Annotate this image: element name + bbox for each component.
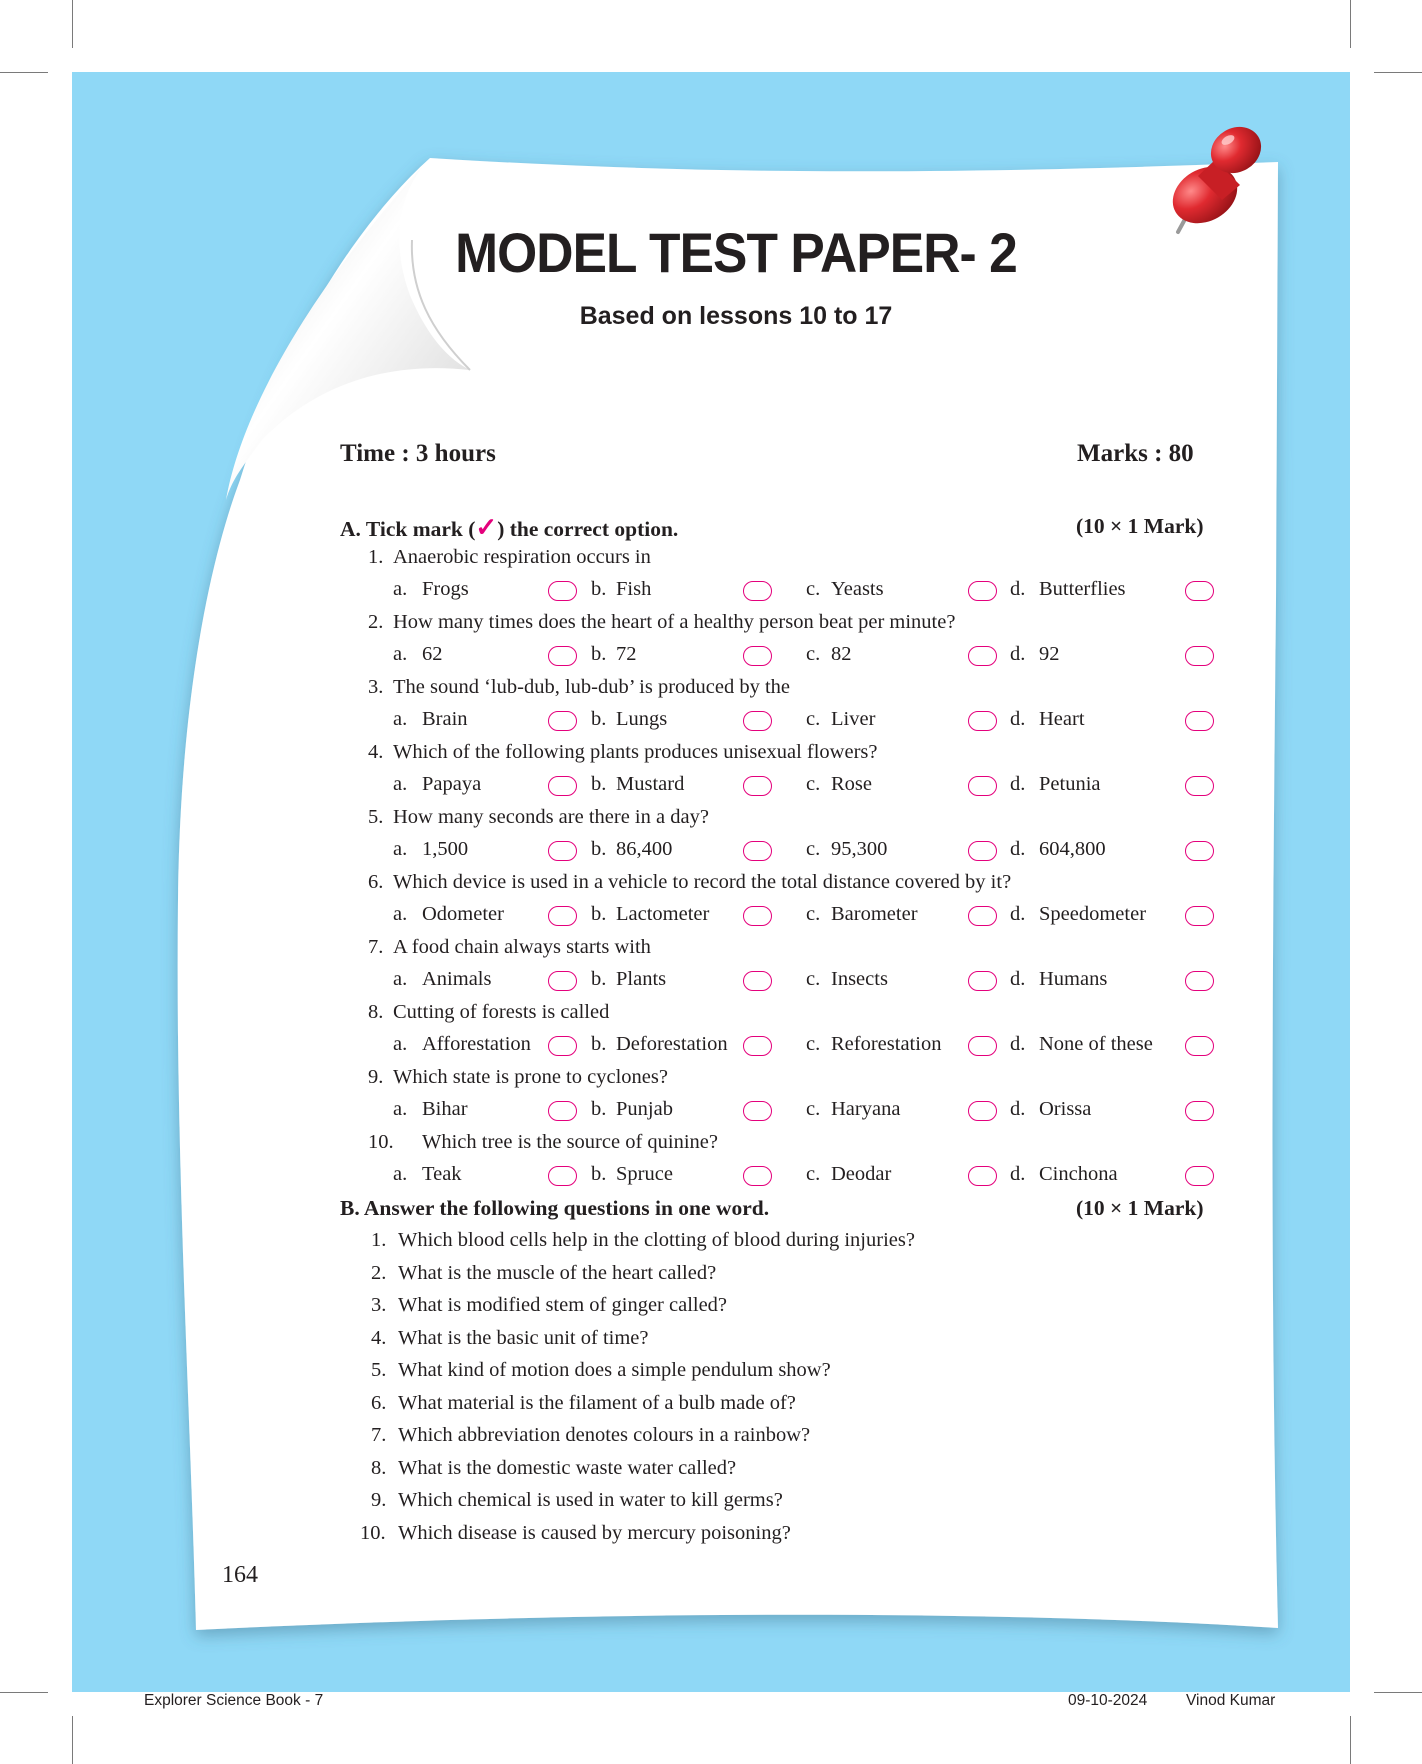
option-letter: c. bbox=[806, 773, 821, 795]
option-letter: c. bbox=[806, 1098, 821, 1120]
option-text: Teak bbox=[422, 1163, 462, 1185]
answer-checkbox[interactable] bbox=[1185, 581, 1214, 601]
footer-book: Explorer Science Book - 7 bbox=[144, 1692, 324, 1709]
question-number: 3. bbox=[371, 1294, 387, 1316]
option-text: Brain bbox=[422, 708, 468, 730]
question-number: 6. bbox=[371, 1392, 387, 1414]
option-text: Lungs bbox=[616, 708, 668, 730]
option-letter: c. bbox=[806, 1163, 821, 1185]
option-letter: c. bbox=[806, 578, 821, 600]
option-text: Insects bbox=[831, 968, 888, 990]
option-letter: d. bbox=[1010, 1163, 1026, 1185]
option-letter: b. bbox=[591, 643, 607, 665]
question-text: A food chain always starts with bbox=[393, 936, 651, 958]
answer-checkbox[interactable] bbox=[968, 1166, 997, 1186]
option-letter: c. bbox=[806, 968, 821, 990]
option-letter: d. bbox=[1010, 578, 1026, 600]
section-a-marks: (10 × 1 Mark) bbox=[1076, 514, 1204, 538]
answer-checkbox[interactable] bbox=[968, 1101, 997, 1121]
option-text: Odometer bbox=[422, 903, 504, 925]
option-text: 1,500 bbox=[422, 838, 469, 860]
answer-checkbox[interactable] bbox=[968, 841, 997, 861]
page-subtitle: Based on lessons 10 to 17 bbox=[579, 302, 893, 330]
question-text: Cutting of forests is called bbox=[393, 1001, 610, 1023]
question-number: 7. bbox=[371, 1424, 387, 1446]
question-number: 10. bbox=[368, 1131, 394, 1153]
question-text: What material is the filament of a bulb made of? bbox=[398, 1392, 796, 1414]
option-text: Liver bbox=[831, 708, 876, 730]
answer-checkbox[interactable] bbox=[548, 906, 577, 926]
option-text: Bihar bbox=[422, 1098, 468, 1120]
option-text: Spruce bbox=[616, 1163, 673, 1185]
question-text: The sound ‘lub-dub, lub-dub’ is produced by the bbox=[393, 676, 791, 698]
answer-checkbox[interactable] bbox=[743, 646, 772, 666]
answer-checkbox[interactable] bbox=[1185, 1101, 1214, 1121]
answer-checkbox[interactable] bbox=[968, 776, 997, 796]
answer-checkbox[interactable] bbox=[1185, 1036, 1214, 1056]
question-text: What kind of motion does a simple pendulum show? bbox=[398, 1359, 831, 1381]
option-text: Rose bbox=[831, 773, 872, 795]
option-text: Butterflies bbox=[1039, 578, 1126, 600]
question-number: 2. bbox=[368, 611, 384, 633]
footer-date: 09-10-2024 bbox=[1068, 1692, 1148, 1709]
option-text: Lactometer bbox=[616, 903, 710, 925]
option-letter: d. bbox=[1010, 838, 1026, 860]
question-text: What is modified stem of ginger called? bbox=[398, 1294, 728, 1316]
marks-label: Marks : 80 bbox=[1077, 440, 1194, 467]
question-text: How many times does the heart of a healthy person beat per minute? bbox=[393, 611, 956, 633]
option-letter: b. bbox=[591, 838, 607, 860]
answer-checkbox[interactable] bbox=[1185, 711, 1214, 731]
question-text: Anaerobic respiration occurs in bbox=[393, 546, 651, 568]
page-title: MODEL TEST PAPER- 2 bbox=[455, 221, 1017, 284]
answer-checkbox[interactable] bbox=[1185, 971, 1214, 991]
answer-checkbox[interactable] bbox=[1185, 841, 1214, 861]
answer-checkbox[interactable] bbox=[548, 581, 577, 601]
option-letter: d. bbox=[1010, 643, 1026, 665]
answer-checkbox[interactable] bbox=[548, 1036, 577, 1056]
option-text: 72 bbox=[616, 643, 637, 665]
question-number: 6. bbox=[368, 871, 384, 893]
option-text: None of these bbox=[1039, 1033, 1153, 1055]
section-a-heading bbox=[340, 513, 678, 543]
option-text: Humans bbox=[1039, 968, 1108, 990]
question-number: 3. bbox=[368, 676, 384, 698]
answer-checkbox[interactable] bbox=[968, 646, 997, 666]
option-text: Deforestation bbox=[616, 1033, 728, 1055]
option-letter: c. bbox=[806, 643, 821, 665]
option-text: Mustard bbox=[616, 773, 685, 795]
question-text: Which chemical is used in water to kill germs? bbox=[398, 1489, 783, 1511]
option-text: Cinchona bbox=[1039, 1163, 1118, 1185]
option-text: Papaya bbox=[422, 773, 482, 795]
answer-checkbox[interactable] bbox=[743, 906, 772, 926]
option-text: Haryana bbox=[831, 1098, 901, 1120]
option-text: Speedometer bbox=[1039, 903, 1147, 925]
option-text: Orissa bbox=[1039, 1098, 1092, 1120]
question-number: 8. bbox=[371, 1457, 387, 1479]
answer-checkbox[interactable] bbox=[743, 1036, 772, 1056]
option-letter: a. bbox=[393, 1163, 408, 1185]
question-text: How many seconds are there in a day? bbox=[393, 806, 709, 828]
answer-checkbox[interactable] bbox=[548, 1101, 577, 1121]
tick-mark-icon: ✓ bbox=[475, 513, 498, 542]
option-letter: b. bbox=[591, 968, 607, 990]
option-letter: a. bbox=[393, 968, 408, 990]
option-text: Afforestation bbox=[422, 1033, 531, 1055]
option-text: Yeasts bbox=[831, 578, 884, 600]
option-letter: d. bbox=[1010, 773, 1026, 795]
option-text: Plants bbox=[616, 968, 667, 990]
option-letter: b. bbox=[591, 1163, 607, 1185]
option-letter: c. bbox=[806, 1033, 821, 1055]
option-text: 82 bbox=[831, 643, 852, 665]
answer-checkbox[interactable] bbox=[743, 971, 772, 991]
question-text: What is the basic unit of time? bbox=[398, 1327, 649, 1349]
question-text: Which abbreviation denotes colours in a rainbow? bbox=[398, 1424, 811, 1446]
answer-checkbox[interactable] bbox=[548, 646, 577, 666]
answer-checkbox[interactable] bbox=[548, 776, 577, 796]
option-text: 62 bbox=[422, 643, 443, 665]
option-text: Barometer bbox=[831, 903, 918, 925]
answer-checkbox[interactable] bbox=[1185, 776, 1214, 796]
option-letter: a. bbox=[393, 838, 408, 860]
answer-checkbox[interactable] bbox=[968, 906, 997, 926]
answer-checkbox[interactable] bbox=[548, 711, 577, 731]
option-text: Petunia bbox=[1039, 773, 1101, 795]
section-b-marks: (10 × 1 Mark) bbox=[1076, 1196, 1204, 1220]
question-number: 10. bbox=[360, 1522, 386, 1544]
section-a-label: A. Tick mark ( bbox=[340, 517, 476, 541]
option-text: Heart bbox=[1039, 708, 1085, 730]
question-number: 5. bbox=[368, 806, 384, 828]
option-text: Punjab bbox=[616, 1098, 673, 1120]
answer-checkbox[interactable] bbox=[1185, 906, 1214, 926]
option-letter: a. bbox=[393, 578, 408, 600]
question-number: 4. bbox=[368, 741, 384, 763]
question-text: Which state is prone to cyclones? bbox=[393, 1066, 668, 1088]
option-letter: c. bbox=[806, 708, 821, 730]
answer-checkbox[interactable] bbox=[548, 841, 577, 861]
answer-checkbox[interactable] bbox=[743, 841, 772, 861]
option-letter: a. bbox=[393, 773, 408, 795]
question-text: Which tree is the source of quinine? bbox=[422, 1131, 718, 1153]
answer-checkbox[interactable] bbox=[968, 711, 997, 731]
question-number: 2. bbox=[371, 1262, 387, 1284]
option-text: Animals bbox=[422, 968, 492, 990]
option-text: Fish bbox=[616, 578, 652, 600]
question-number: 5. bbox=[371, 1359, 387, 1381]
option-letter: b. bbox=[591, 773, 607, 795]
time-label: Time : 3 hours bbox=[340, 440, 496, 467]
option-letter: c. bbox=[806, 903, 821, 925]
question-number: 1. bbox=[368, 546, 384, 568]
option-text: Reforestation bbox=[831, 1033, 942, 1055]
question-number: 8. bbox=[368, 1001, 384, 1023]
option-letter: d. bbox=[1010, 1033, 1026, 1055]
option-letter: b. bbox=[591, 1033, 607, 1055]
question-number: 7. bbox=[368, 936, 384, 958]
option-letter: a. bbox=[393, 643, 408, 665]
question-text: Which of the following plants produces unisexual flowers? bbox=[393, 741, 878, 763]
option-text: 95,300 bbox=[831, 838, 888, 860]
answer-checkbox[interactable] bbox=[1185, 646, 1214, 666]
option-letter: d. bbox=[1010, 903, 1026, 925]
question-text: Which blood cells help in the clotting of blood during injuries? bbox=[398, 1229, 915, 1251]
question-number: 4. bbox=[371, 1327, 387, 1349]
option-letter: a. bbox=[393, 903, 408, 925]
answer-checkbox[interactable] bbox=[743, 776, 772, 796]
option-letter: a. bbox=[393, 1033, 408, 1055]
answer-checkbox[interactable] bbox=[548, 971, 577, 991]
answer-checkbox[interactable] bbox=[743, 1101, 772, 1121]
answer-checkbox[interactable] bbox=[743, 711, 772, 731]
question-number: 9. bbox=[368, 1066, 384, 1088]
option-text: 604,800 bbox=[1039, 838, 1106, 860]
question-text: Which disease is caused by mercury poisoning? bbox=[398, 1522, 791, 1544]
option-letter: c. bbox=[806, 838, 821, 860]
answer-checkbox[interactable] bbox=[968, 581, 997, 601]
option-text: 92 bbox=[1039, 643, 1060, 665]
question-text: What is the muscle of the heart called? bbox=[398, 1262, 717, 1284]
question-text: Which device is used in a vehicle to record the total distance covered by it? bbox=[393, 871, 1012, 893]
question-text: What is the domestic waste water called? bbox=[398, 1457, 737, 1479]
answer-checkbox[interactable] bbox=[743, 581, 772, 601]
option-text: Frogs bbox=[422, 578, 469, 600]
answer-checkbox[interactable] bbox=[968, 971, 997, 991]
option-letter: b. bbox=[591, 708, 607, 730]
option-letter: b. bbox=[591, 578, 607, 600]
option-letter: b. bbox=[591, 903, 607, 925]
option-letter: a. bbox=[393, 1098, 408, 1120]
section-b-heading: B. Answer the following questions in one word. bbox=[340, 1196, 770, 1220]
option-letter: d. bbox=[1010, 968, 1026, 990]
answer-checkbox[interactable] bbox=[968, 1036, 997, 1056]
option-text: Deodar bbox=[831, 1163, 892, 1185]
option-letter: a. bbox=[393, 708, 408, 730]
question-number: 9. bbox=[371, 1489, 387, 1511]
option-letter: b. bbox=[591, 1098, 607, 1120]
page-number: 164 bbox=[222, 1562, 258, 1588]
answer-checkbox[interactable] bbox=[548, 1166, 577, 1186]
section-a-label-end: ) the correct option. bbox=[497, 517, 679, 541]
option-letter: d. bbox=[1010, 708, 1026, 730]
option-text: 86,400 bbox=[616, 838, 673, 860]
option-letter: d. bbox=[1010, 1098, 1026, 1120]
answer-checkbox[interactable] bbox=[1185, 1166, 1214, 1186]
answer-checkbox[interactable] bbox=[743, 1166, 772, 1186]
footer-author: Vinod Kumar bbox=[1186, 1692, 1276, 1709]
question-number: 1. bbox=[371, 1229, 387, 1251]
